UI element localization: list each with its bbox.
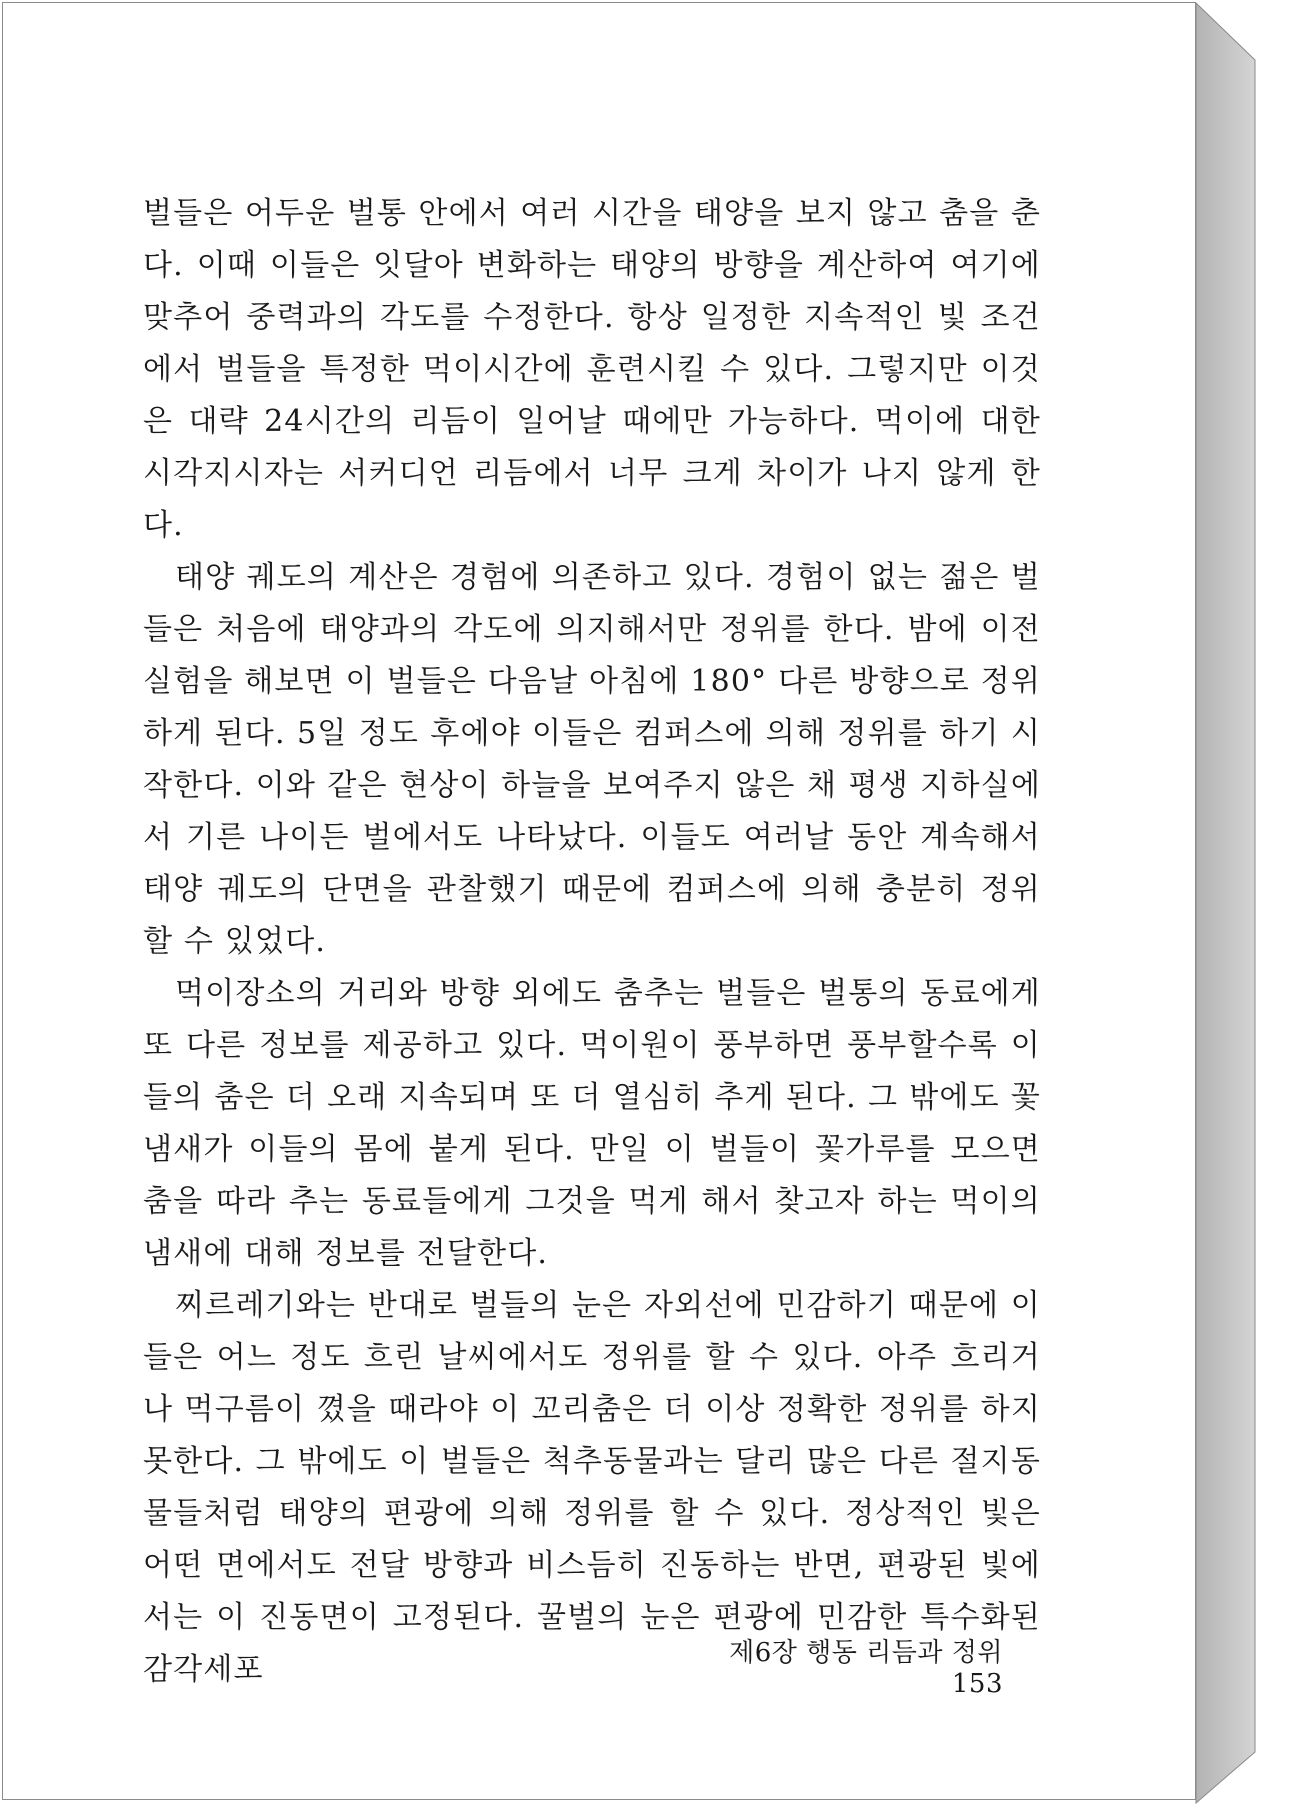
chapter-title: 제6장 행동 리듬과 정위: [729, 1638, 1003, 1668]
paragraph: 먹이장소의 거리와 방향 외에도 춤추는 벌들은 벌통의 동료에게 또 다른 정보를 제공하고 있다. 먹이원이 풍부하면 풍부할수록 이들의 춤은 더 오래 지속되며 또 더 열심히 추게 된다. 그 밖에도 꽃냄새가 이들의 몸에 붙게 된다. 만일 이 벌들이 꽃가루를 모으면 춤을 따라 추는 동료들에게 그것을 먹게 해서 찾고자 하는 먹이의 냄새에 대해 정보를 전달한다.: [143, 976, 1041, 1271]
page-footer: [700, 1632, 1003, 1699]
paragraph: 벌들은 어두운 벌통 안에서 여러 시간을 태양을 보지 않고 춤을 춘다. 이때 이들은 잇달아 변화하는 태양의 방향을 계산하여 여기에 맞추어 중력과의 각도를 수정한다. 항상 일정한 지속적인 빛 조건에서 벌들을 특정한 먹이시간에 훈련시킬 수 있다. 그렇지만 이것은 대략 24시간의 리듬이 일어날 때에만 가능하다. 먹이에 대한 시각지시자는 서커디언 리듬에서 너무 크게 차이가 나지 않게 한다.: [143, 196, 1041, 543]
paragraph: 찌르레기와는 반대로 벌들의 눈은 자외선에 민감하기 때문에 이들은 어느 정도 흐린 날씨에서도 정위를 할 수 있다. 아주 흐리거나 먹구름이 꼈을 때라야 이 꼬리춤은 더 이상 정확한 정위를 하지 못한다. 그 밖에도 이 벌들은 척추동물과는 달리 많은 다른 절지동물들처럼 태양의 편광에 의해 정위를 할 수 있다. 정상적인 빛은 어떤 면에서도 전달 방향과 비스듬히 진동하는 반면, 편광된 빛에서는 이 진동면이 고정된다. 꿀벌의 눈은 편광에 민감한 특수화된 감각세포: [143, 1288, 1041, 1687]
body-text: [143, 188, 1041, 1696]
page-number: 153: [951, 1669, 1003, 1699]
paragraph: 태양 궤도의 계산은 경험에 의존하고 있다. 경험이 없는 젊은 벌들은 처음에 태양과의 각도에 의지해서만 정위를 한다. 밤에 이전실험을 해보면 이 벌들은 다음날 아침에 180° 다른 방향으로 정위하게 된다. 5일 정도 후에야 이들은 컴퍼스에 의해 정위를 하기 시작한다. 이와 같은 현상이 하늘을 보여주지 않은 채 평생 지하실에서 기른 나이든 벌에서도 나타났다. 이들도 여러날 동안 계속해서 태양 궤도의 단면을 관찰했기 때문에 컴퍼스에 의해 충분히 정위할 수 있었다.: [143, 560, 1042, 959]
